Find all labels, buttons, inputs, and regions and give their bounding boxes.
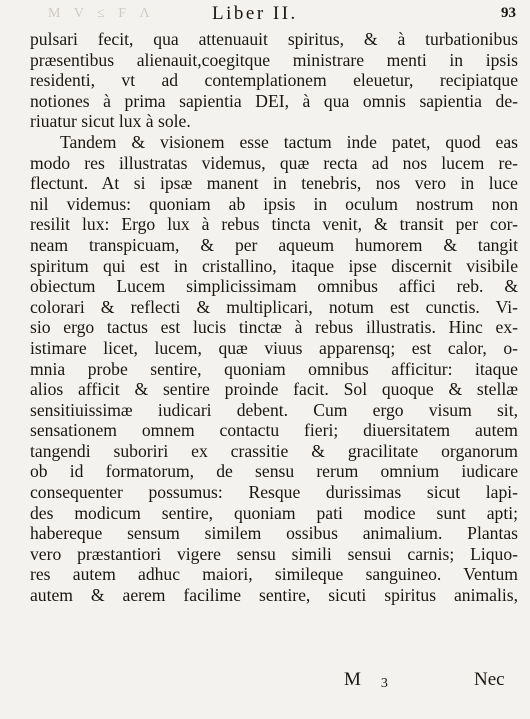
text-line: sensitiuissimæ iudicari debent. Cum ergo visum sit, (30, 399, 518, 420)
text-line: res autem adhuc maiori, simileque sanguineo. Ventum (30, 564, 518, 585)
text-line: modo res illustratas videmus, quæ recta ad nos lucem re- (30, 152, 518, 173)
text-line: notiones à prima sapientia DEI, à qua omnis sapientia de- (30, 90, 518, 111)
catchword: Nec (474, 669, 505, 690)
text-line: istimare licet, lucem, quæ viuus apparensq; est calor, o- (30, 337, 518, 358)
text-line: consequenter possumus: Resque durissimas sicut lapi- (30, 482, 518, 503)
text-line: des modicum sentire, quoniam pati modice sunt apti; (30, 502, 518, 523)
text-line: neam transpicuam, & per aqueum humorem & tangit (30, 234, 518, 255)
text-line: pulsari fecit, qua attenuauit spiritus, & à turbationibus (30, 29, 518, 49)
signature-number: 3 (380, 676, 388, 691)
text-line: nil videmus: quoniam ab ipsis in oculum nostrum non (30, 193, 518, 214)
text-line: colorari & reflecti & multiplicari, notum est cunctis. Vi- (30, 296, 518, 317)
text-line: præsentibus alienauit,coegitque ministrare menti in ipsis (30, 49, 518, 70)
signature-mark (344, 669, 388, 692)
text-line: mnia probe sentire, quoniam omnibus afficitur: itaque (30, 358, 518, 379)
text-line: flectunt. At si ipsæ manent in tenebris, nos vero in luce (30, 173, 518, 194)
text-line: sensationem omnem contactu fieri; diuersitatem autem (30, 420, 518, 441)
text-line: Tandem & visionem esse tactum inde patet, quod eas (60, 131, 518, 152)
paragraph-1 (30, 29, 518, 132)
body-text (30, 29, 518, 606)
text-line: residenti, vt ad contemplationem eleuetur, recipiatque (30, 70, 518, 91)
running-head: Liber II. (212, 3, 298, 24)
paragraph-2 (30, 132, 518, 606)
text-line: habereque sensum similem ossibus animalium. Plantas (30, 523, 518, 544)
signature-letter: M (344, 669, 361, 690)
text-line: tangendi suboriri ex crassitie & gracilitate organorum (30, 440, 518, 461)
page-footer (0, 665, 530, 695)
text-line: resilit lux: Ergo lux à rebus tincta venit, & transit per cor- (30, 214, 518, 235)
bleed-through-text: M V ≤ F Λ (48, 6, 155, 21)
text-line: autem & aerem facilime sentire, sicuti spiritus animalis, (30, 585, 518, 606)
page-number: 93 (501, 5, 516, 21)
page-header (0, 2, 530, 26)
text-line: spiritum qui est in cristallino, itaque ipse discernit visibile (30, 255, 518, 276)
text-line: riuatur sicut lux à sole. (30, 111, 191, 132)
text-line: alios afficit & sentire proinde facit. Sol quoque & stellæ (30, 379, 518, 400)
text-line: vero præstantiori vigere sensu simili sensui carnis; Liquo- (30, 543, 518, 564)
text-line: obiectum Lucem simplicissimam omnibus affici reb. & (30, 276, 518, 297)
text-line: ob id formatorum, de sensu rerum omnium iudicare (30, 461, 518, 482)
text-line: sio ergo tactus est lucis tinctæ à rebus illustratis. Hinc ex- (30, 317, 518, 338)
